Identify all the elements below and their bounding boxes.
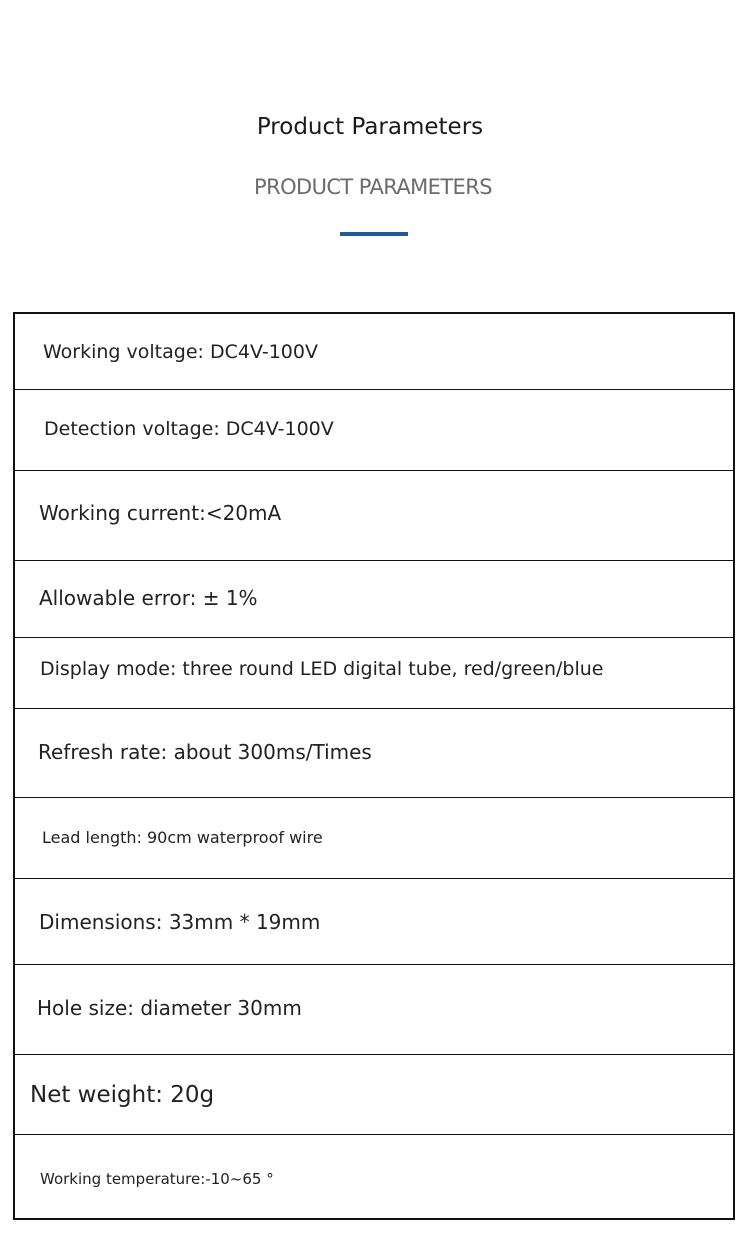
param-working-current: Working current:<20mA <box>39 501 282 525</box>
param-row-detection-voltage <box>15 389 733 470</box>
param-allowable-error: Allowable error: ± 1% <box>39 586 258 610</box>
param-row-working-temperature <box>15 1134 733 1218</box>
param-row-net-weight <box>15 1054 733 1134</box>
param-row-refresh-rate <box>15 708 733 797</box>
param-working-temperature: Working temperature:-10~65 ° <box>40 1170 274 1188</box>
param-row-hole-size <box>15 964 733 1054</box>
param-working-voltage: Working voltage: DC4V-100V <box>43 341 318 363</box>
param-row-working-voltage <box>15 314 733 389</box>
param-row-dimensions <box>15 878 733 964</box>
param-hole-size: Hole size: diameter 30mm <box>37 996 302 1020</box>
param-row-display-mode <box>15 637 733 708</box>
param-dimensions: Dimensions: 33mm * 19mm <box>39 910 321 934</box>
param-detection-voltage: Detection voltage: DC4V-100V <box>44 418 334 440</box>
param-row-allowable-error <box>15 560 733 637</box>
param-row-lead-length <box>15 797 733 878</box>
page-title: Product Parameters <box>256 114 484 140</box>
param-lead-length: Lead length: 90cm waterproof wire <box>42 828 323 847</box>
parameter-table <box>13 312 735 1220</box>
param-refresh-rate: Refresh rate: about 300ms/Times <box>38 740 372 764</box>
title-accent-bar <box>340 232 408 236</box>
param-display-mode: Display mode: three round LED digital tube, red/green/blue <box>40 658 604 680</box>
param-net-weight: Net weight: 20g <box>30 1082 215 1108</box>
page-subtitle: PRODUCT PARAMETERS <box>254 175 492 199</box>
param-row-working-current <box>15 470 733 560</box>
